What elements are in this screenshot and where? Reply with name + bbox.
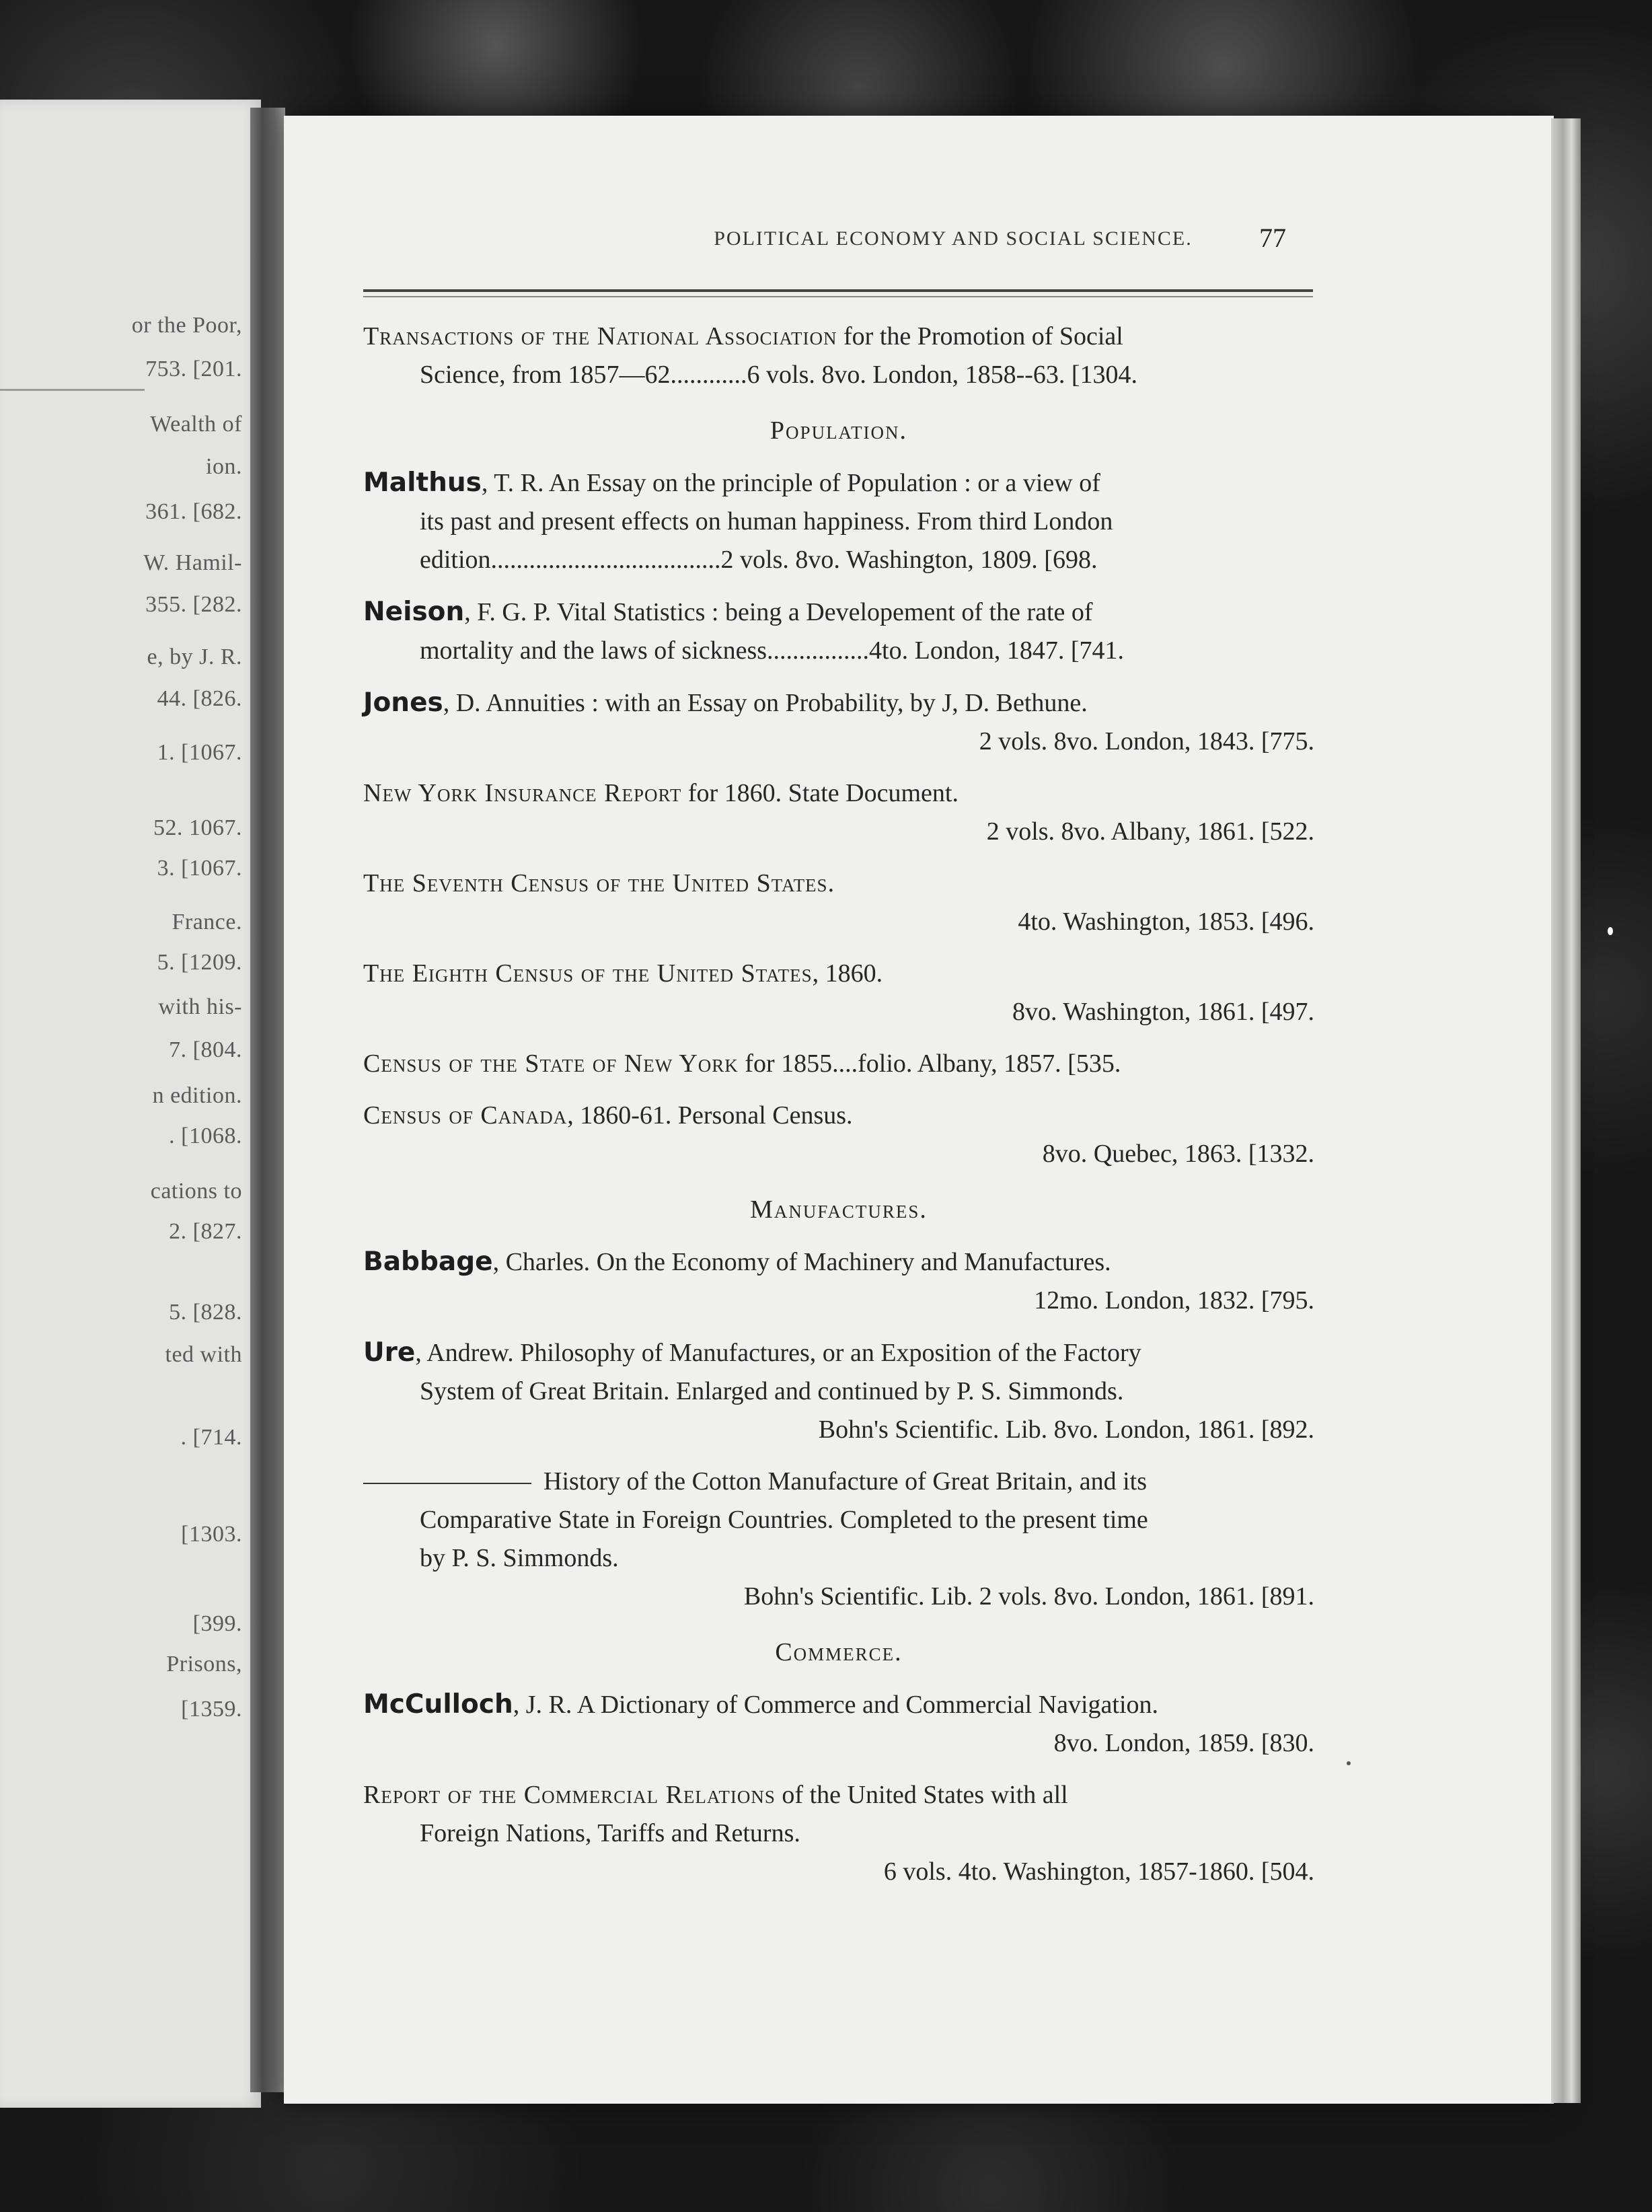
entry-seventh-census: The Seventh Census of the United States. 4to. Washington, 1853. [496. xyxy=(363,864,1314,941)
entry-ny-census: Census of the State of New York for 1855....folio. Albany, 1857. [535. xyxy=(363,1049,1121,1078)
entry-babbage: Babbage, Charles. On the Economy of Machinery and Manufactures. 12mo. London, 1832. [795. xyxy=(363,1247,1314,1315)
left-page-line: . [714. xyxy=(180,1425,242,1450)
entry-mcculloch: McCulloch, J. R. A Dictionary of Commerce and Commercial Navigation. 8vo. London, 1859. [830. xyxy=(363,1689,1314,1757)
entry-title: Census of the State of New York xyxy=(363,1049,739,1078)
left-page-line: e, by J. R. xyxy=(147,644,242,669)
left-page-line: . [1068. xyxy=(169,1123,242,1148)
left-page-line: ion. xyxy=(206,454,242,479)
book-gutter xyxy=(250,108,285,2092)
dust-speck xyxy=(1347,1761,1351,1765)
left-page-line: W. Hamil- xyxy=(143,550,242,575)
header-rule-thin xyxy=(363,296,1313,297)
left-page-line: 52. 1067. xyxy=(153,815,242,840)
left-page-line: 361. [682. xyxy=(145,499,242,524)
left-page-line: 44. [826. xyxy=(157,686,242,711)
entry-commercial-relations: Report of the Commercial Relations of the United States with all Foreign Nations, Tariffs and Returns. 6 vols. 4to. Washington, 1857-1860. [504. xyxy=(363,1781,1314,1886)
left-page-line: [1303. xyxy=(181,1522,242,1547)
bibliography-list xyxy=(363,318,1314,1891)
section-heading-population: Population. xyxy=(769,416,908,445)
dust-speck xyxy=(1608,927,1613,935)
left-page-line: 5. [1209. xyxy=(157,950,242,975)
entry-eighth-census: The Eighth Census of the United States, 1860. 8vo. Washington, 1861. [497. xyxy=(363,959,1314,1026)
page-number: 77 xyxy=(1259,223,1286,253)
left-page-line: n edition. xyxy=(152,1083,242,1108)
entry-author: Jones xyxy=(363,688,443,718)
left-page-line: [1359. xyxy=(181,1697,242,1722)
entry-title: Report of the Commercial Relations xyxy=(363,1781,776,1809)
entry-transactions: Transactions of the National Association for the Promotion of Social Science, from 1857—62............6 vols. 8vo. London, 1858--63. [1304. xyxy=(363,322,1138,389)
left-page-line: 1. [1067. xyxy=(157,740,242,765)
entry-author: McCulloch xyxy=(363,1689,513,1720)
left-page-line: 5. [828. xyxy=(169,1300,242,1325)
left-page-line: cations to xyxy=(150,1179,242,1204)
entry-title: The Eighth Census of the United States xyxy=(363,959,813,988)
entry-ure: Ure, Andrew. Philosophy of Manufactures, or an Exposition of the Factory System of Great Britain. Enlarged and continued by P. S. Simmonds. Bohn's Scientific. Lib. 8vo. London, 1861. [892. xyxy=(363,1337,1314,1444)
page-edge xyxy=(1551,118,1581,2103)
ditto-dash xyxy=(363,1483,531,1484)
left-page-line: with his- xyxy=(158,994,242,1019)
entry-ny-insurance: New York Insurance Report for 1860. State Document. 2 vols. 8vo. Albany, 1861. [522. xyxy=(363,779,1314,846)
left-page-line: 3. [1067. xyxy=(157,856,242,881)
entry-author: Neison xyxy=(363,597,465,627)
entry-author: Ure xyxy=(363,1337,416,1368)
header-rule xyxy=(363,289,1313,292)
section-heading-commerce: Commerce. xyxy=(775,1638,903,1666)
left-page-rule xyxy=(0,389,145,391)
entry-author: Babbage xyxy=(363,1247,493,1277)
section-heading-manufactures: Manufactures. xyxy=(750,1195,928,1224)
running-head: POLITICAL ECONOMY AND SOCIAL SCIENCE. xyxy=(714,227,1193,250)
left-page-line: 7. [804. xyxy=(169,1037,242,1062)
entry-jones: Jones, D. Annuities : with an Essay on Probability, by J, D. Bethune. 2 vols. 8vo. London, 1843. [775. xyxy=(363,688,1314,755)
entry-title: Transactions of the National Association xyxy=(363,322,837,351)
left-page xyxy=(0,100,261,2108)
entry-canada-census: Census of Canada, 1860-61. Personal Census. 8vo. Quebec, 1863. [1332. xyxy=(363,1101,1314,1168)
entry-ure-cotton: History of the Cotton Manufacture of Great Britain, and its Comparative State in Foreign Countries. Completed to the present time by P. S. Simmonds. Bohn's Scientific. Lib. 2 vols. 8vo. London, 1861. [891. xyxy=(363,1463,1314,1616)
left-page-line: Wealth of xyxy=(150,412,242,437)
right-page xyxy=(284,116,1554,2104)
entry-title: The Seventh Census of the United States. xyxy=(363,869,835,897)
entry-title: New York Insurance Report xyxy=(363,779,682,807)
left-page-line: France. xyxy=(172,910,242,934)
entry-author: Malthus xyxy=(363,468,482,498)
entry-neison: Neison, F. G. P. Vital Statistics : being a Developement of the rate of mortality and the laws of sickness................4to. London, 1847. [741. xyxy=(363,597,1124,665)
left-page-line: ted with xyxy=(165,1342,242,1367)
left-page-line: 2. [827. xyxy=(169,1219,242,1244)
left-page-line: [399. xyxy=(192,1611,242,1636)
entry-title: Census of Canada xyxy=(363,1101,568,1130)
left-page-line: 753. [201. xyxy=(145,357,242,381)
entry-malthus: Malthus, T. R. An Essay on the principle of Population : or a view of its past and present effects on human happiness. From third London edition....................................2 vols. 8vo. Washington, 1809. [698. xyxy=(363,468,1113,574)
left-page-line: 355. [282. xyxy=(145,592,242,617)
left-page-line: Prisons, xyxy=(166,1652,242,1676)
left-page-line: or the Poor, xyxy=(131,313,242,338)
